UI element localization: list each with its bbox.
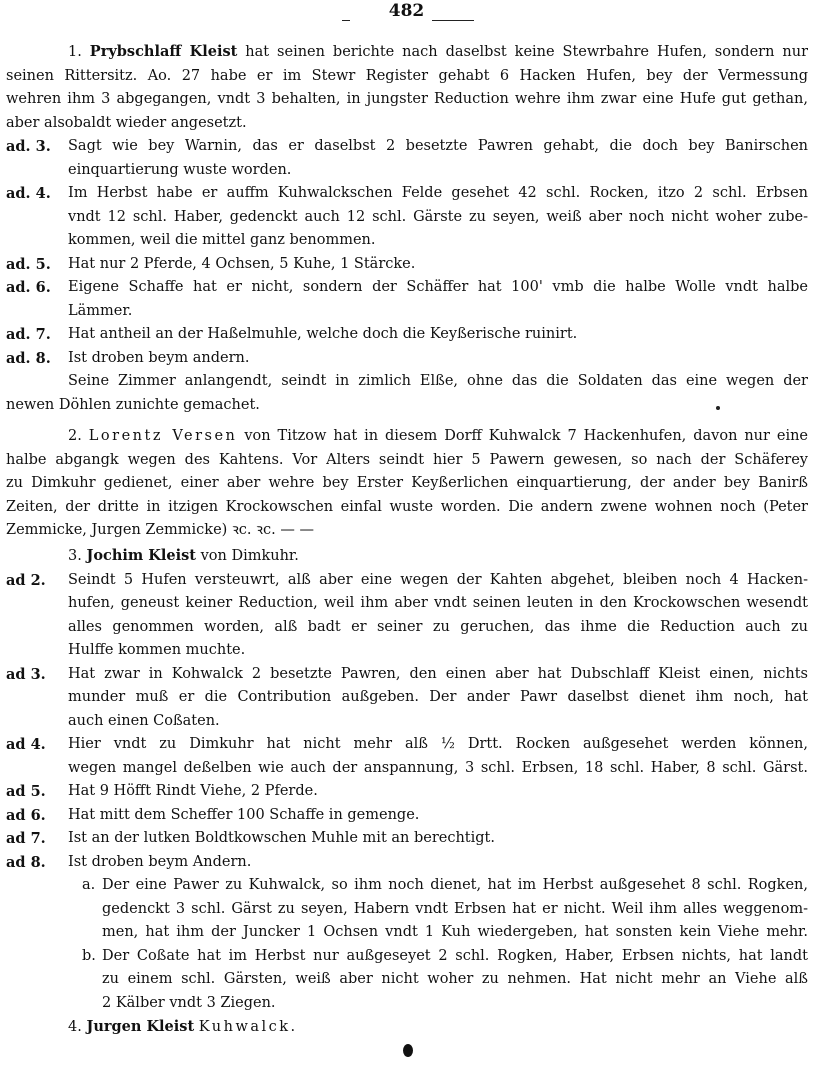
ad-label: ad. 8. bbox=[6, 349, 51, 367]
entry-2-line-5: Zemmicke, Jurgen Zemmicke) ꝛc. ꝛc. — — bbox=[6, 522, 314, 538]
entry-3-ad-6 bbox=[6, 804, 808, 828]
sub-line: Der eine Pawer zu Kuhwalck, so ihm noch dienet, hat im Herbst außgesehet 8 schl. Rogken, bbox=[102, 877, 808, 893]
ad-line: auch einen Coßaten. bbox=[68, 712, 220, 729]
ad-line: Ist an der lutken Boldtkowschen Muhle mit an berechtigt. bbox=[68, 830, 495, 846]
entry-4-place: Kuhwalck. bbox=[198, 1019, 298, 1035]
entry-2 bbox=[6, 425, 808, 543]
footer-ornament bbox=[403, 1044, 413, 1057]
header-rule-left bbox=[342, 20, 350, 21]
ad-label: ad 4. bbox=[6, 736, 46, 753]
entry-2-line-3: zu Dimkuhr gedienet, einer aber wehre bey Erster Keyßerlichen einquartierung, der ander bey Banirß bbox=[6, 475, 808, 491]
entry-3-heading bbox=[6, 544, 808, 569]
entry-2-name: Lorentz Versen bbox=[88, 428, 238, 444]
entry-3-number: 3. bbox=[68, 548, 82, 564]
ad-line: Ist droben beym andern. bbox=[68, 349, 250, 366]
entry-3-name: Jochim Kleist bbox=[86, 547, 196, 564]
ad-line: Sagt wie bey Warnin, das er daselbst 2 besetzte Pawren gehabt, die doch bey Banirschen bbox=[68, 138, 808, 154]
entry-1 bbox=[6, 40, 808, 417]
entry-2-number: 2. bbox=[68, 428, 82, 444]
ad-label: ad 2. bbox=[6, 571, 46, 589]
ad-label: ad. 4. bbox=[6, 185, 51, 202]
entry-1-ad-5 bbox=[6, 253, 808, 277]
page-header bbox=[0, 0, 813, 24]
ad-line: Eigene Schaffe hat er nicht, sondern der Schäffer hat 100' vmb die halbe Wolle vndt halbe bbox=[68, 279, 808, 295]
ad-line: Seindt 5 Hufen versteuwrt, alß aber eine wegen der Kahten abgehet, bleiben noch 4 Hacken- bbox=[68, 571, 808, 588]
entry-1-ad-7 bbox=[6, 323, 808, 347]
entry-3-ad-8 bbox=[6, 851, 808, 875]
entry-1-ad-3 bbox=[6, 135, 808, 182]
note-line: Seine Zimmer anlangendt, seindt in zimlich Elße, ohne das die Soldaten das eine wegen der bbox=[68, 373, 808, 389]
ad-line: Im Herbst habe er auffm Kuhwalckschen Felde gesehet 42 schl. Rocken, itzo 2 schl. Erbsen bbox=[68, 185, 808, 201]
entry-4-number: 4. bbox=[68, 1019, 82, 1035]
entry-1-ad-6 bbox=[6, 276, 808, 323]
ad-line: Hat zwar in Kohwalck 2 besetzte Pawren, den einen aber hat Dubschlaff Kleist einen, nichts bbox=[68, 665, 808, 682]
ad-line: Hat antheil an der Haßelmuhle, welche doch die Keyßerische ruinirt. bbox=[68, 326, 578, 342]
ad-label: ad. 5. bbox=[6, 255, 51, 273]
entry-1-ad-8 bbox=[6, 347, 808, 394]
entry-3-sub-b bbox=[6, 945, 808, 1016]
sub-line: gedenckt 3 schl. Gärst zu seyen, Habern vndt Erbsen hat er nicht. Weil ihm alles weggenom- bbox=[102, 900, 808, 917]
entry-1-line-3: wehren ihm 3 abgegangen, vndt 3 behalten, in jungster Reduction wehre ihm zwar eine Hufe gut gethan, bbox=[6, 91, 808, 107]
ad-line: Hat nur 2 Pferde, 4 Ochsen, 5 Kuhe, 1 Stärcke. bbox=[68, 255, 416, 272]
ad-line: alles genommen worden, alß badt er seiner zu geruchen, das ihme die Reduction auch zu bbox=[68, 618, 808, 635]
ad-label: ad 6. bbox=[6, 806, 46, 824]
entry-2-line-4: Zeiten, der dritte in itzigen Krockowschen einfal wuste worden. Die andern zwene wohnen noch (Peter bbox=[6, 498, 808, 515]
ad-line: Ist droben beym Andern. bbox=[68, 853, 252, 870]
entry-2-line-1 bbox=[6, 425, 808, 449]
ad-line: hufen, geneust keiner Reduction, weil ihm aber vndt seinen leuten in den Krockowschen wesendt bbox=[68, 595, 808, 611]
ad-line: Hulffe kommen muchte. bbox=[68, 642, 246, 658]
entry-1-name: Prybschlaff Kleist bbox=[89, 43, 238, 60]
ad-line: kommen, weil die mittel ganz benommen. bbox=[68, 232, 376, 248]
entry-3-sub-a bbox=[6, 874, 808, 945]
entry-4-heading bbox=[6, 1015, 808, 1040]
ad-line: Hat mitt dem Scheffer 100 Schaffe in gemenge. bbox=[68, 806, 420, 823]
ad-label: ad 5. bbox=[6, 783, 46, 800]
ad-line: wegen mangel deßelben wie auch der anspannung, 3 schl. Erbsen, 18 schl. Haber, 8 schl. Gärst. bbox=[68, 759, 808, 776]
ad-line: vndt 12 schl. Haber, gedenckt auch 12 schl. Gärste zu seyen, weiß aber noch nicht woher zube- bbox=[68, 208, 808, 225]
entry-1-text: hat seinen berichte nach daselbst keine Stewrbahre Hufen, sondern nur bbox=[245, 44, 808, 60]
entry-3-ad-4 bbox=[6, 733, 808, 780]
entry-3-ad-7 bbox=[6, 827, 808, 851]
ad-label: ad 7. bbox=[6, 830, 46, 847]
entry-3-ad-5 bbox=[6, 780, 808, 804]
ad-label: ad 8. bbox=[6, 853, 46, 871]
ad-line: Hat 9 Höfft Rindt Viehe, 2 Pferde. bbox=[68, 783, 318, 799]
entry-1-line-4: aber alsobaldt wieder angesetzt. bbox=[6, 114, 247, 131]
entry-3-place: von Dimkuhr. bbox=[200, 548, 299, 564]
entry-1-number: 1. bbox=[68, 44, 82, 60]
ad-line: munder muß er die Contribution außgeben. Der ander Pawr daselbst dienet ihm noch, hat bbox=[68, 689, 808, 705]
page-number: 482 bbox=[388, 1, 425, 21]
ad-label: ad. 7. bbox=[6, 326, 51, 343]
entry-3-ad-2 bbox=[6, 569, 808, 663]
ad-line: einquartierung wuste worden. bbox=[68, 161, 292, 178]
entry-4-name: Jurgen Kleist bbox=[86, 1018, 195, 1035]
sub-line: men, hat ihm der Juncker 1 Ochsen vndt 1 Kuh wiedergeben, hat sonsten kein Viehe mehr. bbox=[102, 924, 808, 940]
stray-mark bbox=[716, 406, 720, 410]
entry-3-ad-3 bbox=[6, 663, 808, 734]
entry-1-ad-4 bbox=[6, 182, 808, 253]
header-rule-right bbox=[432, 20, 474, 21]
entry-1-line-1 bbox=[6, 40, 808, 65]
entry-3 bbox=[6, 544, 808, 1040]
sub-label: b. bbox=[82, 947, 96, 964]
note-line: newen Döhlen zunichte gemachet. bbox=[6, 396, 260, 413]
sub-line: zu einem schl. Gärsten, weiß aber nicht woher zu nehmen. Hat nicht mehr an Viehe alß bbox=[102, 971, 808, 987]
ad-label: ad. 3. bbox=[6, 138, 51, 155]
sub-line: 2 Kälber vndt 3 Ziegen. bbox=[102, 994, 276, 1011]
ad-line: Lämmer. bbox=[68, 302, 133, 319]
ad-label: ad. 6. bbox=[6, 279, 51, 296]
ad-label: ad 3. bbox=[6, 665, 46, 683]
entry-2-text: von Titzow hat in diesem Dorff Kuhwalck 7 Hackenhufen, davon nur eine bbox=[244, 428, 808, 444]
sub-label: a. bbox=[82, 877, 96, 893]
entry-1-line-2: seinen Rittersitz. Ao. 27 habe er im Stewr Register gehabt 6 Hacken Hufen, bey der Vermessung bbox=[6, 67, 808, 84]
entry-2-line-2: halbe abgangk wegen des Kahtens. Vor Alters seindt hier 5 Pawern gewesen, so nach der Schäferey bbox=[6, 451, 808, 468]
ad-line: Hier vndt zu Dimkuhr hat nicht mehr alß ½ Drtt. Rocken außgesehet werden können, bbox=[68, 736, 808, 752]
sub-line: Der Coßate hat im Herbst nur außgeseyet 2 schl. Rogken, Haber, Erbsen nichts, hat landt bbox=[102, 947, 808, 964]
